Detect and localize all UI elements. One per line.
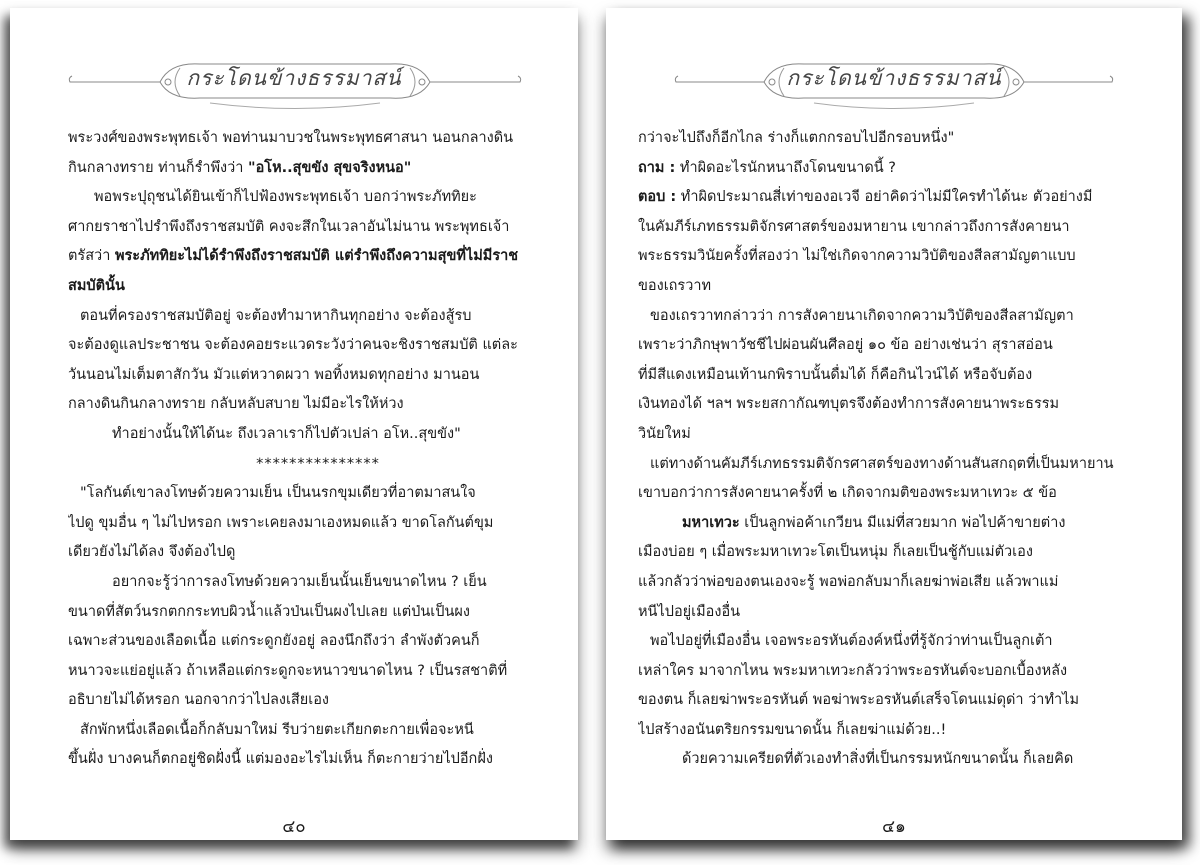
line-text: อยากจะรู้ว่าการลงโทษด้วยความเย็นนั้นเย็นขนาดไหน ? เย็น [112, 573, 487, 590]
page-header [606, 48, 1182, 118]
line-text: ไปดู ขุมอื่น ๆ ไม่ไปหรอก เพราะเคยลงมาเองหมดแล้ว ขาดโลกันต์ขุม [68, 514, 494, 531]
right-page [606, 8, 1182, 840]
text-line [638, 568, 1158, 598]
text-line [638, 361, 1158, 391]
line-text: หนีไปอยู่เมืองอื่น [638, 603, 741, 620]
line-text: สักพักหนึ่งเลือดเนื้อก็กลับมาใหม่ รีบว่ายตะเกียกตะกายเพื่อจะหนี [80, 721, 474, 738]
line-text: จะต้องดูแลประชาชน จะต้องคอยระแวดระวังว่าคนจะชิงราชสมบัติ แต่ละ [68, 337, 518, 354]
line-text: ของตน ก็เลยฆ่าพระอรหันต์ พอฆ่าพระอรหันต์เสร็จโดนแม่ดุด่า ว่าทำไม [638, 692, 1080, 709]
text-line [68, 450, 568, 480]
page-number: ๔๐ [282, 817, 306, 837]
line-text: "โลกันต์เขาลงโทษด้วยความเย็น เป็นนรกขุมเดียวที่อาตมาสนใจ [80, 485, 476, 502]
line-text: เขาบอกว่าการสังคายนาครั้งที่ ๒ เกิดจากมติของพระมหาเทวะ ๕ ข้อ [638, 485, 1057, 502]
text-line [638, 716, 1158, 746]
bold-text: มหาเทวะ [682, 514, 740, 531]
line-text: เมืองบ่อย ๆ เมื่อพระมหาเทวะโตเป็นหนุ่ม ก็เลยเป็นชู้กับแม่ตัวเอง [638, 544, 1033, 561]
text-line [68, 124, 568, 154]
text-line [638, 390, 1158, 420]
text-line [638, 627, 1158, 657]
text-line [638, 745, 1158, 775]
line-text: วินัยใหม่ [638, 425, 691, 442]
text-line [68, 627, 568, 657]
line-text: เหล่าใคร มาจากไหน พระมหาเทวะกลัวว่าพระอรหันต์จะบอกเบื้องหลัง [638, 662, 1068, 679]
page-body-text [68, 124, 568, 775]
text-line [638, 213, 1158, 243]
line-text: ตอนที่ครองราชสมบัติอยู่ จะต้องทำมาหากินทุกอย่าง จะต้องสู้รบ [80, 307, 472, 324]
line-text: เฉพาะส่วนของเลือดเนื้อ แต่กระดูกยังอยู่ ลองนึกถึงว่า ลำพังตัวคนก็ [68, 633, 480, 650]
line-text: แต่ทางด้านคัมภีร์เภทธรรมติจักรศาสตร์ของทางด้านสันสกฤตที่เป็นมหายาน [650, 455, 1114, 472]
text-line [638, 242, 1158, 272]
line-text: ทำผิดประมาณสี่เท่าของอเวจี อย่าคิดว่าไม่มีใครทำได้นะ ตัวอย่างมี [676, 189, 1093, 206]
page-number: ๔๑ [882, 817, 906, 837]
text-line [68, 183, 568, 213]
bold-text: ตอบ : [638, 189, 677, 206]
text-line [638, 331, 1158, 361]
text-line [638, 657, 1158, 687]
bold-text: สมบัตินั้น [68, 277, 125, 294]
text-line [68, 716, 568, 746]
line-text: ศากยราชาไปรำพึงถึงราชสมบัติ คงจะสึกในเวลาอันไม่นาน พระพุทธเจ้า [68, 218, 510, 235]
text-line [68, 331, 568, 361]
line-text: แล้วกลัวว่าพ่อของตนเองจะรู้ พอพ่อกลับมาก็เลยฆ่าพ่อเสีย แล้วพาแม่ [638, 573, 1059, 590]
line-text: เป็นลูกพ่อค้าเกวียน มีแม่ที่สวยมาก พ่อไปค้าขายต่าง [739, 514, 1066, 531]
text-line [638, 450, 1158, 480]
line-text: วันนอนไม่เต็มตาสักวัน มัวแต่หวาดผวา พอทิ้งหมดทุกอย่าง มานอน [68, 366, 480, 383]
text-line [68, 686, 568, 716]
text-line [638, 509, 1158, 539]
line-text: พระธรรมวินัยครั้งที่สองว่า ไม่ใช่เกิดจากความวิบัติของสีลสามัญตาแบบ [638, 248, 1076, 265]
text-line [638, 183, 1158, 213]
text-line [68, 272, 568, 302]
text-line [68, 154, 568, 184]
line-text: กลางดินกินกลางทราย กลับหลับสบาย ไม่มีอะไรให้ห่วง [68, 396, 404, 413]
line-text: พอพระปุถุชนได้ยินเข้าก็ไปฟ้องพระพุทธเจ้า บอกว่าพระภัททิยะ [94, 189, 477, 206]
line-text: ตรัสว่า [68, 248, 115, 265]
line-text: *************** [256, 455, 380, 472]
running-header-title: กระโดนข้างธรรมาสน์ [786, 66, 1002, 90]
text-line [638, 272, 1158, 302]
text-line [68, 538, 568, 568]
line-text: เพราะว่าภิกษุพาวัชชีไปผ่อนผันศีลอยู่ ๑๐ ข้อ อย่างเช่นว่า สุราสอ่อน [638, 337, 1053, 354]
line-text: ไปสร้างอนันตริยกรรมขนาดนั้น ก็เลยฆ่าแม่ด้วย..! [638, 721, 947, 738]
line-text: ของเถรวาท [638, 277, 712, 294]
text-line [68, 568, 568, 598]
line-text: ขนาดที่สัตว์นรกตกกระทบผิวน้ำแล้วป่นเป็นผงไปเลย แต่ป่นเป็นผง [68, 603, 470, 620]
text-line [68, 213, 568, 243]
text-line [68, 598, 568, 628]
text-line [638, 302, 1158, 332]
line-text: อธิบายไม่ได้หรอก นอกจากว่าไปลงเสียเอง [68, 692, 330, 709]
line-text: ของเถรวาทกล่าวว่า การสังคายนาเกิดจากความวิบัติของสีลสามัญตา [650, 307, 1074, 324]
text-line [68, 509, 568, 539]
text-line [68, 302, 568, 332]
text-line [68, 242, 568, 272]
left-page [10, 8, 578, 840]
line-text: พอไปอยู่ที่เมืองอื่น เจอพระอรหันต์องค์หนึ่งที่รู้จักว่าท่านเป็นลูกเต้า [650, 633, 1053, 650]
page-header [10, 48, 578, 118]
bold-text: พระภัททิยะไม่ได้รำพึงถึงราชสมบัติ แต่รำพึงถึงความสุขที่ไม่มีราช [114, 248, 519, 265]
text-line [68, 390, 568, 420]
line-text: ขึ้นฝั่ง บางคนก็ตกอยู่ชิดฝั่งนี้ แต่มองอะไรไม่เห็น ก็ตะกายว่ายไปอีกฝั่ง [68, 751, 493, 768]
running-header-title: กระโดนข้างธรรมาสน์ [186, 66, 402, 90]
text-line [68, 657, 568, 687]
text-line [68, 361, 568, 391]
line-text: เดียวยังไม่ได้ลง จึงต้องไปดู [68, 544, 236, 561]
text-line [68, 420, 568, 450]
line-text: กินกลางทราย ท่านก็รำพึงว่า [68, 159, 249, 176]
text-line [638, 598, 1158, 628]
text-line [638, 479, 1158, 509]
text-line [68, 479, 568, 509]
line-text: ทำผิดอะไรนักหนาถึงโดนขนาดนี้ ? [675, 159, 897, 176]
text-line [638, 538, 1158, 568]
line-text: ด้วยความเครียดที่ตัวเองทำสิ่งที่เป็นกรรมหนักขนาดนั้น ก็เลยคิด [682, 751, 1074, 768]
bold-text: "อโห..สุขขัง สุขจริงหนอ" [248, 159, 412, 176]
line-text: กว่าจะไปถึงก็อีกไกล ร่างก็แตกกรอบไปอีกรอบหนึ่ง" [638, 130, 955, 146]
text-line [638, 124, 1158, 154]
text-line [638, 420, 1158, 450]
text-line [638, 154, 1158, 184]
text-line [638, 686, 1158, 716]
line-text: เงินทองได้ ฯลฯ พระยสกากัณฑบุตรจึงต้องทำการสังคายนาพระธรรม [638, 396, 1060, 413]
page-body-text [638, 124, 1158, 775]
line-text: พระวงศ์ของพระพุทธเจ้า พอท่านมาบวชในพระพุทธศาสนา นอนกลางดิน [68, 130, 514, 146]
text-line [68, 745, 568, 775]
line-text: ในคัมภีร์เภทธรรมติจักรศาสตร์ของมหายาน เขากล่าวถึงการสังคายนา [638, 218, 1070, 235]
line-text: ที่มีสีแดงเหมือนเท้านกพิราบนั้นดื่มได้ ก็คือกินไวน์ได้ หรือจับต้อง [638, 366, 1033, 383]
bold-text: ถาม : [638, 159, 676, 176]
line-text: หนาวจะแย่อยู่แล้ว ถ้าเหลือแต่กระดูกจะหนาวขนาดไหน ? เป็นรสชาติที่ [68, 662, 508, 679]
line-text: ทำอย่างนั้นให้ได้นะ ถึงเวลาเราก็ไปตัวเปล่า อโห..สุขขัง" [112, 425, 461, 442]
